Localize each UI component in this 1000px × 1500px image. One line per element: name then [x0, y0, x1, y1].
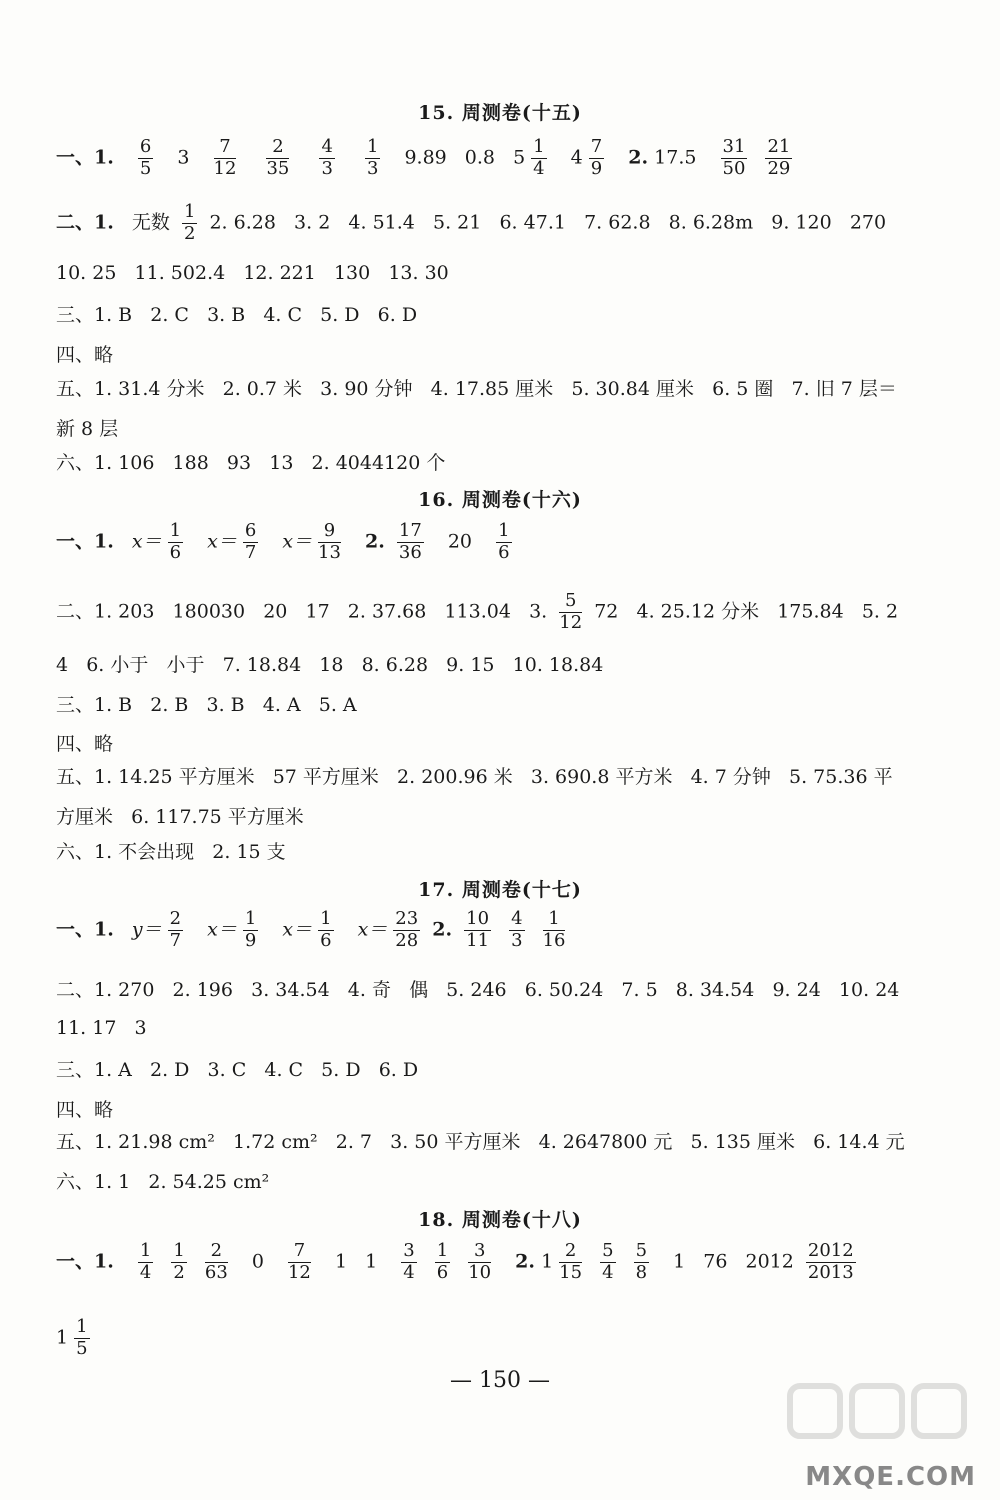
fraction: $\frac{9}{13}$	[318, 520, 341, 563]
fraction: $\frac{6}{5}$	[139, 136, 152, 179]
fraction: $\frac{2}{15}$	[559, 1240, 583, 1283]
fraction: $\frac{10}{11}$	[466, 908, 490, 951]
fraction: $\frac{21}{29}$	[767, 136, 791, 179]
s18-line-1: 一、1. $\frac{1}{4}$ $\frac{1}{2}$ $\frac{2}{63}$ 0 $\frac{7}{12}$ 1 1 $\frac{3}{4}$ $\frac{1}{6}$ $\frac{3}{10}$ 2. 1 $\frac{2}{15}$ $\frac{5}{4}$ $\frac{5}{8}$ 1 76 2012 $\frac{2012}{2013}$	[56, 1240, 854, 1283]
fraction: $\frac{1}{5}$	[76, 1316, 88, 1359]
fraction: $\frac{5}{8}$	[635, 1240, 648, 1283]
fraction: $\frac{7}{12}$	[287, 1240, 311, 1283]
fraction: $\frac{31}{50}$	[722, 136, 746, 179]
s16-line-6: 五、1. 14.25 平方厘米 57 平方厘米 2. 200.96 米 3. 690.8 平方米 4. 7 分钟 5. 75.36 平	[56, 766, 893, 788]
s15-line-5: 四、略	[56, 344, 114, 366]
watermark-text: MXQE.COM	[805, 1462, 976, 1492]
s17-line-2: 二、1. 270 2. 196 3. 34.54 4. 奇 偶 5. 246 6. 50.24 7. 5 8. 34.54 9. 24 10. 24	[56, 979, 900, 1001]
fraction: $\frac{2}{7}$	[169, 908, 182, 951]
s15-line-6: 五、1. 31.4 分米 2. 0.7 米 3. 90 分钟 4. 17.85 厘米 5. 30.84 厘米 6. 5 圈 7. 旧 7 层＝	[56, 378, 897, 400]
fraction: $\frac{23}{28}$	[395, 908, 419, 951]
section-title-16: 16. 周测卷(十六)	[418, 489, 582, 511]
fraction: $\frac{1}{9}$	[244, 908, 257, 951]
s18-line-2: 1 $\frac{1}{5}$	[56, 1316, 88, 1359]
fraction: $\frac{2}{35}$	[266, 136, 290, 179]
s17-line-6: 五、1. 21.98 cm² 1.72 cm² 2. 7 3. 50 平方厘米 4. 2647800 元 5. 135 厘米 6. 14.4 元	[56, 1131, 905, 1153]
fraction: $\frac{2012}{2013}$	[807, 1240, 854, 1283]
s17-line-7: 六、1. 1 2. 54.25 cm²	[56, 1171, 270, 1193]
fraction: $\frac{5}{12}$	[559, 590, 583, 633]
fraction: $\frac{5}{4}$	[602, 1240, 614, 1283]
s16-line-1: 一、1. x＝ $\frac{1}{6}$ x＝ $\frac{6}{7}$ x＝ $\frac{9}{13}$ 2. $\frac{17}{36}$ 20 $\frac{1}{6}$	[56, 520, 510, 563]
s17-line-3: 11. 17 3	[56, 1017, 147, 1039]
s17-line-1: 一、1. y＝ $\frac{2}{7}$ x＝ $\frac{1}{9}$ x＝ $\frac{1}{6}$ x＝ $\frac{23}{28}$ 2. $\frac{10}{11}$ $\frac{4}{3}$ $\frac{1}{16}$	[56, 908, 566, 951]
section-title-15: 15. 周测卷(十五)	[418, 102, 582, 124]
s16-line-7: 方厘米 6. 117.75 平方厘米	[56, 806, 304, 828]
fraction: $\frac{1}{2}$	[183, 201, 196, 244]
fraction: $\frac{1}{4}$	[139, 1240, 152, 1283]
fraction: $\frac{1}{3}$	[366, 136, 379, 179]
section-title-17: 17. 周测卷(十七)	[418, 879, 582, 901]
s16-line-5: 四、略	[56, 733, 114, 755]
s15-line-3: 10. 25 11. 502.4 12. 221 130 13. 30	[56, 262, 449, 284]
fraction: $\frac{1}{16}$	[542, 908, 566, 951]
fraction: $\frac{7}{12}$	[213, 136, 237, 179]
fraction: $\frac{1}{6}$	[169, 520, 182, 563]
fraction: $\frac{17}{36}$	[398, 520, 422, 563]
fraction: $\frac{2}{63}$	[204, 1240, 228, 1283]
fraction: $\frac{4}{3}$	[511, 908, 523, 951]
s16-line-2: 二、1. 203 180030 20 17 2. 37.68 113.04 3. $\frac{5}{12}$ 72 4. 25.12 分米 175.84 5. 2	[56, 590, 899, 633]
s16-line-4: 三、1. B 2. B 3. B 4. A 5. A	[56, 694, 357, 716]
s16-line-3: 4 6. 小于 小于 7. 18.84 18 8. 6.28 9. 15 10. 18.84	[56, 654, 604, 676]
s15-line-4: 三、1. B 2. C 3. B 4. C 5. D 6. D	[56, 304, 418, 326]
fraction: $\frac{1}{6}$	[320, 908, 332, 951]
fraction: $\frac{1}{4}$	[533, 136, 545, 179]
fraction: $\frac{1}{2}$	[173, 1240, 185, 1283]
s17-line-4: 三、1. A 2. D 3. C 4. C 5. D 6. D	[56, 1059, 419, 1081]
fraction: $\frac{1}{6}$	[436, 1240, 449, 1283]
fraction: $\frac{1}{6}$	[498, 520, 510, 563]
s15-line-7: 新 8 层	[56, 418, 119, 440]
s17-line-5: 四、略	[56, 1099, 114, 1121]
fraction: $\frac{6}{7}$	[244, 520, 257, 563]
fraction: $\frac{4}{3}$	[321, 136, 333, 179]
s15-line-1: 一、1. $\frac{6}{5}$ 3 $\frac{7}{12}$ $\frac{2}{35}$ $\frac{4}{3}$ $\frac{1}{3}$ 9.89 0.8 5 $\frac{1}{4}$ 4 $\frac{7}{9}$ 2. 17.5 $\frac{31}{50}$ $\frac{21}{29}$	[56, 136, 791, 179]
s16-line-8: 六、1. 不会出现 2. 15 支	[56, 841, 286, 863]
fraction: $\frac{3}{4}$	[403, 1240, 415, 1283]
fraction: $\frac{3}{10}$	[468, 1240, 492, 1283]
s15-line-8: 六、1. 106 188 93 13 2. 4044120 个	[56, 452, 446, 474]
s15-line-2: 二、1. 无数 $\frac{1}{2}$ 2. 6.28 3. 2 4. 51.4 5. 21 6. 47.1 7. 62.8 8. 6.28m 9. 120 270	[56, 201, 887, 244]
fraction: $\frac{7}{9}$	[590, 136, 603, 179]
section-title-18: 18. 周测卷(十八)	[418, 1209, 582, 1231]
page-number: — 150 —	[450, 1368, 550, 1393]
